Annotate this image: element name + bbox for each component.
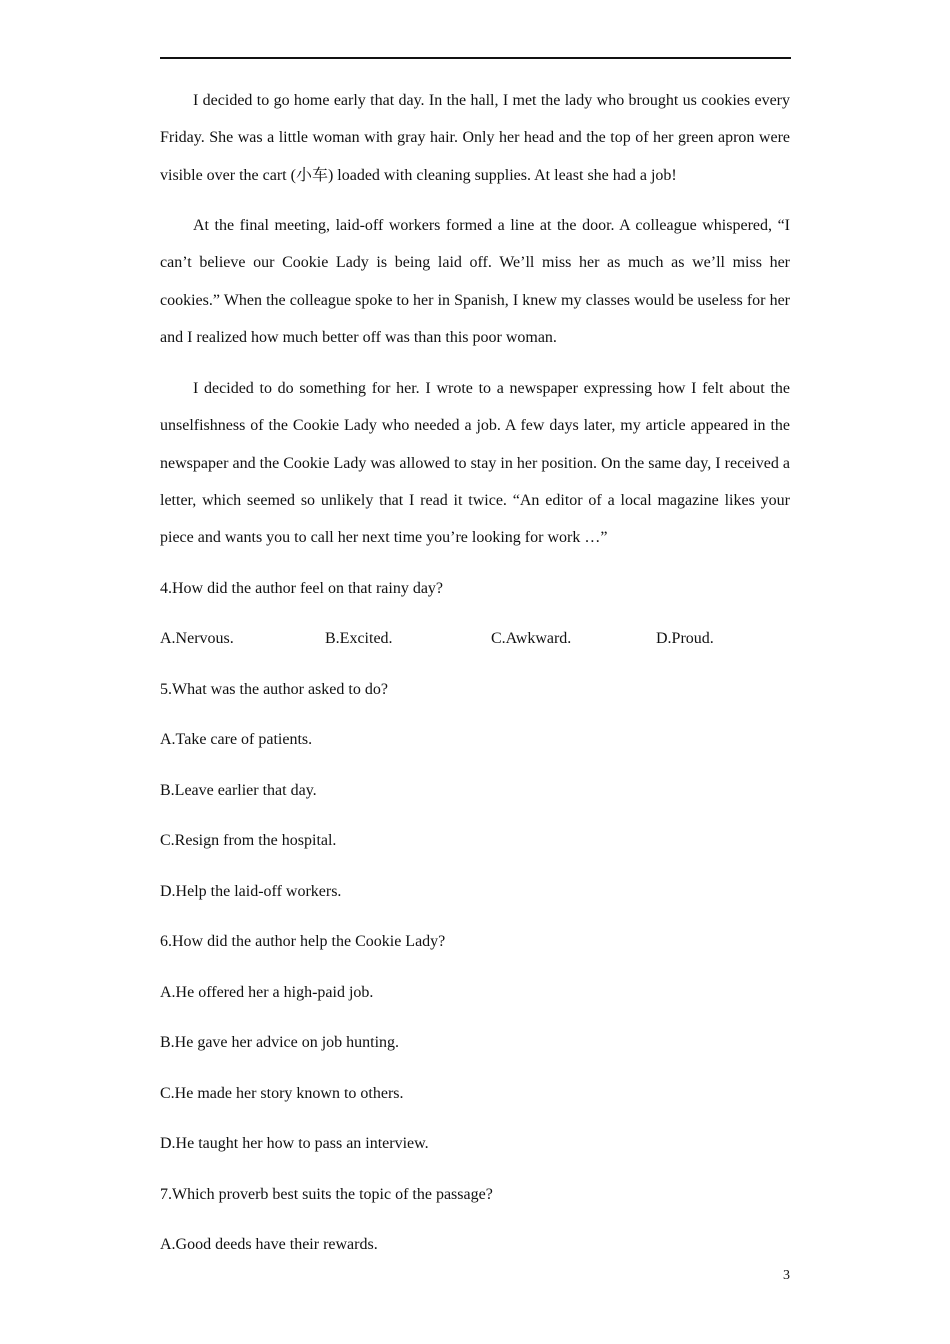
q6-option-c: C.He made her story known to others. — [160, 1085, 404, 1102]
passage-paragraph-1: I decided to go home early that day. In the hall, I met the lady who brought us cookies every Friday. She was a little woman with gray hair. Only her head and the top of her green apron were visible over the cart (小车) loaded with cleaning supplies. At least she had a job! — [160, 92, 790, 184]
question-4: 4.How did the author feel on that rainy day? — [160, 580, 444, 597]
q6-option-a: A.He offered her a high-paid job. — [160, 984, 374, 1001]
question-6: 6.How did the author help the Cookie Lady? — [160, 933, 446, 950]
page-number: 3 — [783, 1268, 790, 1283]
passage-paragraph-3: I decided to do something for her. I wrote to a newspaper expressing how I felt about the unselfishness of the Cookie Lady who needed a job. A few days later, my article appeared in the newspaper and the Cookie Lady was allowed to stay in her position. On the same day, I received a letter, which seemed so unlikely that I read it twice. “An editor of a local magazine likes your piece and wants you to call her next time you’re looking for work …” — [160, 380, 790, 547]
q5-option-d: D.Help the laid-off workers. — [160, 883, 342, 900]
q4-option-a: A.Nervous. — [160, 630, 234, 647]
q7-option-a: A.Good deeds have their rewards. — [160, 1236, 378, 1253]
header-rule — [160, 57, 791, 59]
q5-option-a: A.Take care of patients. — [160, 731, 313, 748]
q6-option-d: D.He taught her how to pass an interview. — [160, 1135, 429, 1152]
q6-option-b: B.He gave her advice on job hunting. — [160, 1034, 400, 1051]
q4-option-d: D.Proud. — [656, 630, 714, 647]
q5-option-c: C.Resign from the hospital. — [160, 832, 337, 849]
question-5: 5.What was the author asked to do? — [160, 681, 388, 698]
passage-paragraph-2: At the final meeting, laid-off workers formed a line at the door. A colleague whispered, “I can’t believe our Cookie Lady is being laid off. We’ll miss her as much as we’ll miss her cookies.” When the colleague spoke to her in Spanish, I knew my classes would be useless for her and I realized how much better off was than this poor woman. — [160, 217, 790, 346]
q5-option-b: B.Leave earlier that day. — [160, 782, 317, 799]
question-7: 7.Which proverb best suits the topic of the passage? — [160, 1186, 493, 1203]
q4-option-b: B.Excited. — [325, 630, 393, 647]
q4-option-c: C.Awkward. — [491, 630, 572, 647]
